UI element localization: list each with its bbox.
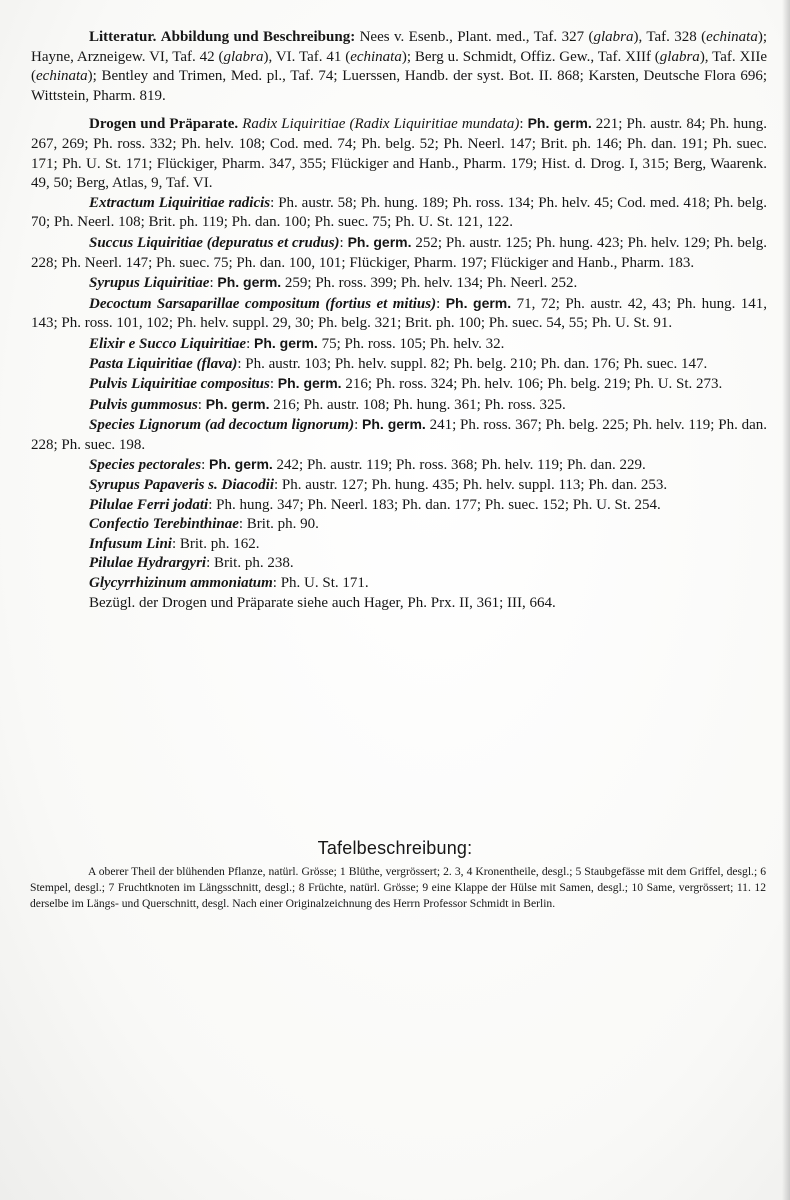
ph-germ-label: Ph. germ.	[217, 274, 282, 291]
preparation-name: Species Lignorum (ad decoctum lignorum)	[89, 417, 355, 434]
ph-germ-label: Ph. germ.	[208, 456, 273, 473]
radix-refs: 221; Ph. austr. 84; Ph. hung. 267, 269; Ph. ross. 332; Ph. helv. 108; Cod. med. 74; Ph. belg. 52; Ph. Neerl. 147; Brit. ph. 146; Ph. dan. 191; Ph. suec. 171; Ph. U. St. 171; Flückiger, Pharm. 347, 355; Flückiger and Hanb., Pharm. 179; Hist. d. Drog. I, 315; Berg, Waarenk. 49, 50; Berg, Atlas, 9, Taf. VI.	[31, 116, 768, 192]
preparation-entry	[31, 574, 767, 594]
ph-germ-label: Ph. germ.	[362, 416, 426, 433]
preparation-colon: :	[201, 457, 209, 474]
preparation-entry	[31, 294, 767, 334]
preparation-entry	[31, 273, 767, 294]
ph-germ-label: Ph. germ.	[445, 294, 512, 311]
tafelbeschreibung-heading: Tafelbeschreibung:	[317, 838, 473, 858]
preparation-entry	[31, 355, 767, 375]
preparation-entry	[31, 476, 767, 496]
litteratur-label: Litteratur.	[89, 29, 157, 45]
preparation-refs: 216; Ph. austr. 108; Ph. hung. 361; Ph. ross. 325.	[269, 396, 566, 413]
preparation-refs: 252; Ph. austr. 125; Ph. hung. 423; Ph. helv. 129; Ph. belg. 228; Ph. Neerl. 147; Ph. suec. 75; Ph. dan. 100, 101; Flückiger, Pharm. 197; Flückiger and Hanb., Pharm. 183.	[31, 234, 768, 271]
preparation-entry	[31, 535, 767, 555]
preparation-entry	[31, 233, 767, 273]
preparation-refs: 75; Ph. ross. 105; Ph. helv. 32.	[317, 335, 505, 352]
preparation-refs: 216; Ph. ross. 324; Ph. helv. 106; Ph. belg. 219; Ph. U. St. 273.	[341, 376, 723, 393]
preparation-name: Confectio Terebinthinae	[89, 516, 239, 533]
ph-germ-label: Ph. germ.	[254, 334, 318, 351]
preparation-colon: :	[197, 396, 206, 413]
litteratur-glabra-3: glabra	[659, 48, 700, 65]
preparation-colon: :	[246, 335, 255, 352]
bezugl-paragraph: Bezügl. der Drogen und Präparate siehe auch Hager, Ph. Prx. II, 361; III, 664.	[89, 594, 556, 611]
preparation-refs: : Brit. ph. 90.	[238, 516, 319, 533]
preparation-name: Syrupus Liquiritiae	[89, 275, 210, 292]
drogen-paragraph	[31, 114, 767, 193]
preparation-colon: :	[209, 275, 218, 292]
abbildung-label: Abbildung und Beschreibung:	[160, 29, 356, 45]
litteratur-echinata-1: echinata	[706, 29, 758, 45]
ph-germ-label: Ph. germ.	[205, 395, 270, 412]
tafelbeschreibung-text-block	[30, 864, 766, 911]
preparation-refs: : Brit. ph. 162.	[171, 535, 260, 552]
litteratur-echinata-3: echinata	[36, 68, 88, 85]
drogen-label: Drogen und Präparate.	[89, 116, 239, 133]
preparation-entry	[31, 395, 767, 416]
preparation-name: Pulvis gummosus	[89, 396, 198, 413]
preparation-entry	[31, 334, 767, 355]
litteratur-text-1: Nees v. Esenb., Plant. med., Taf. 327 (	[355, 29, 594, 45]
litteratur-text-4: ), VI. Taf. 41 (	[263, 48, 351, 65]
preparation-entry	[31, 455, 767, 476]
preparation-entry	[31, 194, 767, 233]
litteratur-echinata-2: echinata	[350, 48, 402, 65]
preparation-name: Pasta Liquiritiae (flava)	[89, 355, 238, 372]
scan-edge-shadow	[782, 0, 790, 1200]
litteratur-text-3: ); Hayne, Arzneigew. VI, Taf. 42 (	[31, 29, 767, 65]
preparation-name: Species pectorales	[89, 457, 202, 474]
litteratur-paragraph	[31, 28, 767, 106]
tafelbeschreibung-paragraph: A oberer Theil der blühenden Pflanze, natürl. Grösse; 1 Blüthe, vergrössert; 2. 3, 4 Kronentheile, desgl.; 5 Staubgefässe mit dem Griffel, desgl.; 6 Stempel, desgl.; 7 Fruchtknoten im Längsschnitt, desgl.; 8 Früchte, natürl. Grösse; 9 eine Klappe der Hülse mit Samen, desgl.; 10 Same, vergrössert; 11. 12 derselbe im Längs- und Querschnitt, desgl. Nach einer Originalzeichnung des Herrn Professor Schmidt in Berlin.	[30, 865, 766, 910]
preparation-colon: :	[269, 376, 278, 393]
preparation-name: Succus Liquiritiae (depuratus et crudus)	[89, 234, 340, 251]
main-text-block	[31, 28, 767, 613]
preparation-refs: : Ph. U. St. 171.	[272, 575, 369, 592]
radix-alt-name: (Radix Liquiritiae mundata)	[349, 116, 520, 133]
preparation-refs: : Ph. austr. 103; Ph. helv. suppl. 82; Ph. belg. 210; Ph. dan. 176; Ph. suec. 147.	[237, 355, 708, 372]
radix-ph-germ: Ph. germ.	[527, 115, 592, 132]
preparation-list	[31, 194, 767, 594]
ph-germ-label: Ph. germ.	[347, 233, 412, 250]
preparation-refs: 241; Ph. ross. 367; Ph. belg. 225; Ph. helv. 119; Ph. dan. 228; Ph. suec. 198.	[31, 417, 767, 453]
preparation-entry	[31, 374, 767, 395]
preparation-name: Glycyrrhizinum ammoniatum	[89, 575, 273, 592]
preparation-colon: :	[436, 295, 446, 312]
preparation-name: Pilulae Ferri jodati	[89, 496, 209, 513]
preparation-refs: 259; Ph. ross. 399; Ph. helv. 134; Ph. Neerl. 252.	[281, 275, 578, 292]
preparation-refs: 242; Ph. austr. 119; Ph. ross. 368; Ph. helv. 119; Ph. dan. 229.	[272, 457, 646, 474]
preparation-refs: 71, 72; Ph. austr. 42, 43; Ph. hung. 141, 143; Ph. ross. 101, 102; Ph. helv. suppl. 29, 30; Ph. belg. 321; Brit. ph. 100; Ph. suec. 54, 55; Ph. U. St. 91.	[31, 295, 767, 332]
litteratur-text-6: ), Taf. XIIe (	[31, 48, 767, 85]
preparation-name: Syrupus Papaveris s. Diacodii	[89, 477, 275, 494]
preparation-name: Extractum Liquiritiae radicis	[89, 194, 271, 211]
radix-colon: :	[519, 116, 524, 133]
preparation-name: Infusum Lini	[89, 535, 172, 552]
litteratur-text-7: ); Bentley and Trimen, Med. pl., Taf. 74; Luerssen, Handb. der syst. Bot. II. 868; Karsten, Deutsche Flora 696; Wittstein, Pharm. 819.	[31, 68, 767, 104]
preparation-entry	[31, 515, 767, 535]
preparation-colon: :	[354, 417, 363, 434]
preparation-entry	[31, 554, 767, 574]
preparation-entry	[31, 496, 767, 516]
litteratur-text-5: ); Berg u. Schmidt, Offiz. Gew., Taf. XIIf (	[401, 48, 660, 65]
preparation-refs: : Ph. austr. 58; Ph. hung. 189; Ph. ross. 134; Ph. helv. 45; Cod. med. 418; Ph. belg. 70; Ph. Neerl. 108; Brit. ph. 119; Ph. dan. 100; Ph. suec. 75; Ph. U. St. 121, 122.	[31, 194, 767, 231]
preparation-refs: : Brit. ph. 238.	[206, 555, 294, 572]
radix-name: Radix Liquiritiae	[242, 116, 346, 133]
preparation-name: Elixir e Succo Liquiritiae	[89, 335, 247, 352]
preparation-name: Decoctum Sarsaparillae compositum (fortius et mitius)	[89, 295, 437, 312]
litteratur-text-2: ), Taf. 328 (	[633, 29, 707, 45]
preparation-refs: : Ph. hung. 347; Ph. Neerl. 183; Ph. dan. 177; Ph. suec. 152; Ph. U. St. 254.	[208, 496, 661, 513]
preparation-colon: :	[339, 234, 348, 251]
ph-germ-label: Ph. germ.	[277, 375, 342, 392]
preparation-name: Pulvis Liquiritiae compositus	[89, 376, 270, 393]
litteratur-glabra-2: glabra	[223, 48, 264, 65]
preparation-refs: : Ph. austr. 127; Ph. hung. 435; Ph. helv. suppl. 113; Ph. dan. 253.	[274, 477, 668, 494]
litteratur-glabra-1: glabra	[593, 29, 634, 45]
preparation-entry	[31, 415, 767, 455]
preparation-name: Pilulae Hydrargyri	[89, 555, 207, 572]
